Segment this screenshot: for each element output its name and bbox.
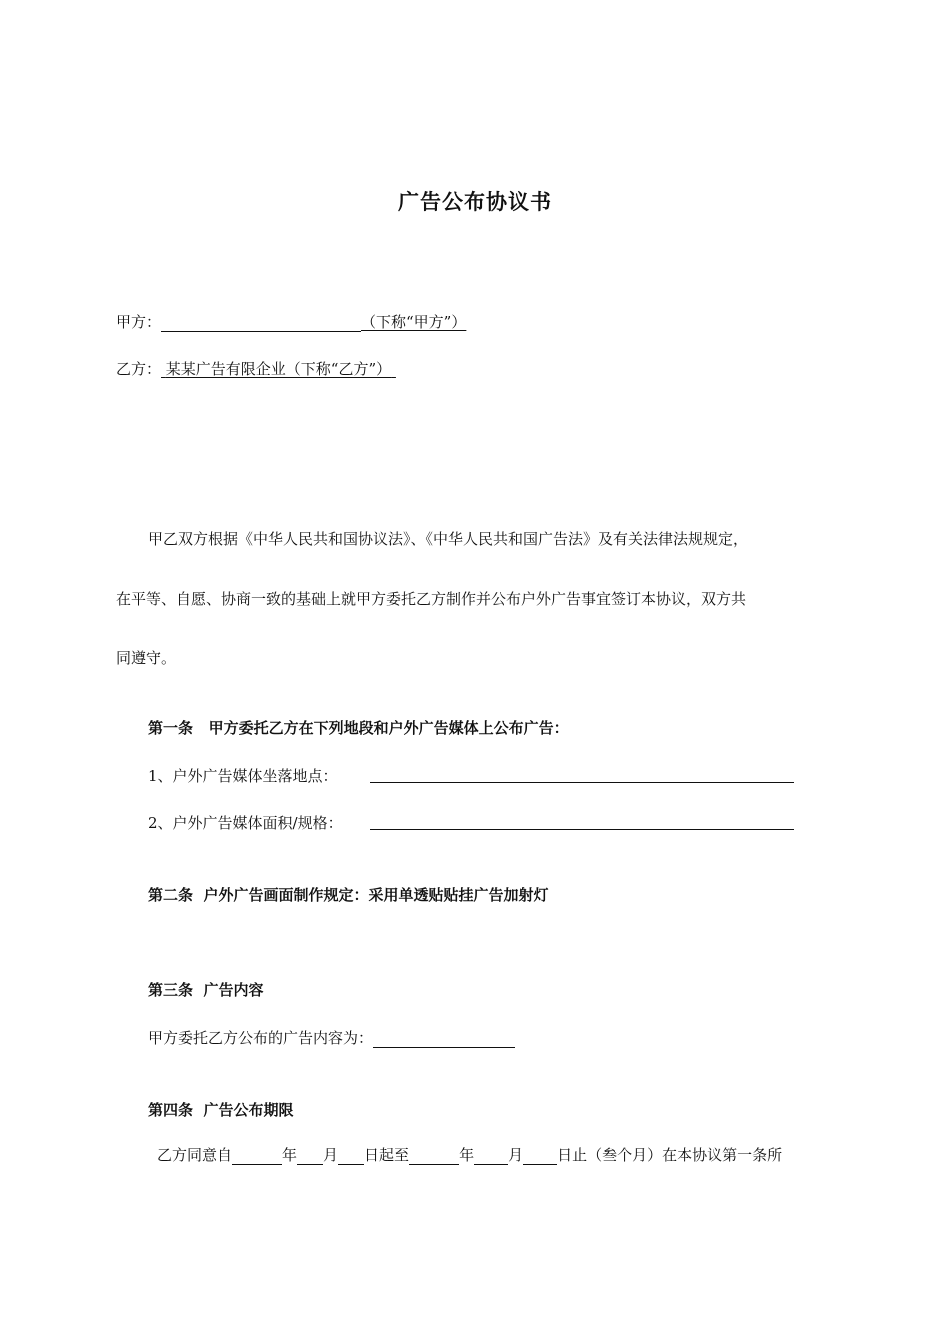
article-1-item-1-label: 1、户外广告媒体坐落地点： bbox=[148, 767, 338, 785]
article-1-item-2 bbox=[148, 812, 343, 833]
end-month-blank[interactable] bbox=[474, 1147, 508, 1165]
party-a-suffix: （下称“甲方”） bbox=[361, 313, 467, 331]
party-b-label: 乙方： bbox=[116, 360, 162, 378]
intro-line-2: 在平等、自愿、协商一致的基础上就甲方委托乙方制作并公布户外广告事宜签订本协议，双方共 bbox=[116, 590, 747, 608]
party-a-label: 甲方： bbox=[116, 313, 162, 331]
location-blank[interactable] bbox=[370, 765, 794, 783]
party-a-blank[interactable] bbox=[161, 314, 361, 332]
article-2-heading: 第二条 户外广告画面制作规定：采用单透贴贴挂广告加射灯 bbox=[148, 886, 549, 904]
period-text-to: 日起至 bbox=[364, 1146, 410, 1164]
party-b-value: 某某广告有限企业（下称“乙方”） bbox=[165, 360, 392, 378]
party-a-line bbox=[116, 311, 466, 332]
end-year-blank[interactable] bbox=[409, 1147, 459, 1165]
article-1-item-2-label: 2、户外广告媒体面积/规格： bbox=[148, 814, 343, 832]
end-day-blank[interactable] bbox=[523, 1147, 557, 1165]
start-day-blank[interactable] bbox=[338, 1147, 364, 1165]
size-blank[interactable] bbox=[370, 812, 794, 830]
ad-content-blank[interactable] bbox=[373, 1030, 515, 1048]
year-label: 年 bbox=[459, 1146, 475, 1164]
article-3-body bbox=[148, 1027, 515, 1048]
article-3-body-label: 甲方委托乙方公布的广告内容为： bbox=[148, 1029, 374, 1047]
month-label: 月 bbox=[323, 1146, 339, 1164]
start-month-blank[interactable] bbox=[297, 1147, 323, 1165]
article-3-heading: 第三条 广告内容 bbox=[148, 981, 264, 999]
start-year-blank[interactable] bbox=[232, 1147, 282, 1165]
intro-line-1: 甲乙双方根据《中华人民共和国协议法》、《中华人民共和国广告法》及有关法律法规规定， bbox=[148, 530, 749, 548]
intro-line-3: 同遵守。 bbox=[116, 649, 177, 667]
article-1-item-1 bbox=[148, 765, 338, 786]
party-b-line bbox=[116, 358, 396, 379]
page-title: 广告公布协议书 bbox=[398, 190, 552, 214]
period-text-start: 乙方同意自 bbox=[157, 1146, 233, 1164]
article-1-heading: 第一条 甲方委托乙方在下列地段和户外广告媒体上公布广告： bbox=[148, 719, 569, 737]
article-4-body bbox=[157, 1144, 782, 1165]
article-4-heading: 第四条 广告公布期限 bbox=[148, 1101, 294, 1119]
month-label: 月 bbox=[508, 1146, 524, 1164]
year-label: 年 bbox=[282, 1146, 298, 1164]
period-text-end: 日止（叁个月）在本协议第一条所 bbox=[557, 1146, 783, 1164]
